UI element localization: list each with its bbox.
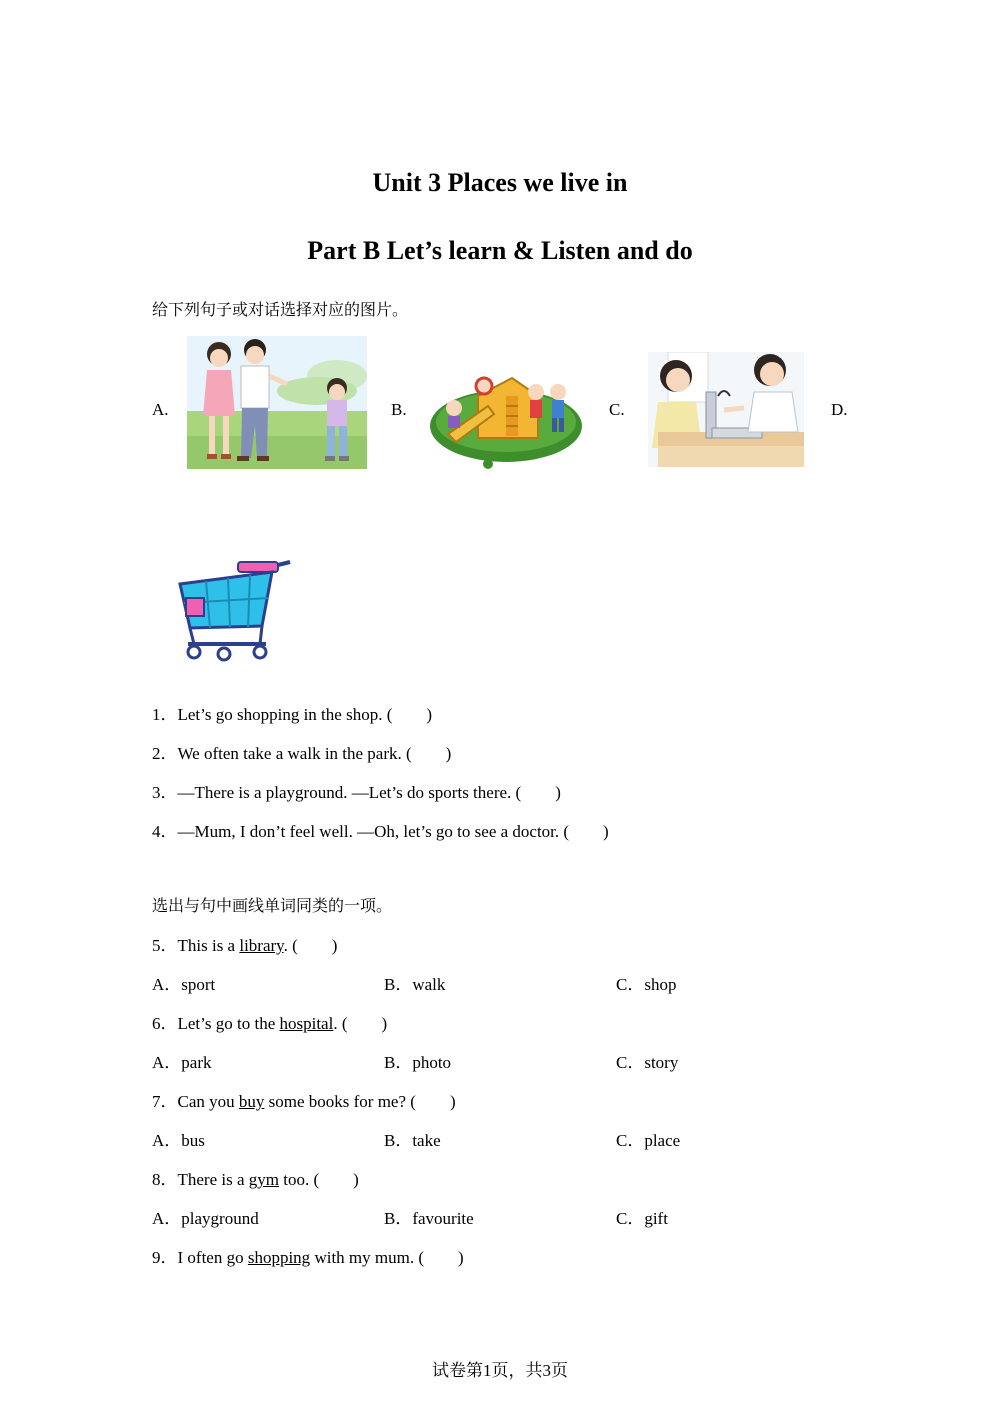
question-text-before: Let’s go to the (177, 1014, 280, 1033)
option-b[interactable]: B．favourite (384, 1209, 474, 1228)
option-a[interactable]: A．sport (152, 975, 216, 994)
option-b[interactable]: B．walk (384, 975, 446, 994)
question-text: We often take a walk in the park. ( ) (177, 744, 452, 763)
question-text-after: some books for me? ( ) (264, 1092, 456, 1111)
question-7 (152, 1087, 456, 1112)
option-c[interactable]: C．shop (616, 975, 677, 994)
underlined-word: hospital (279, 1014, 334, 1033)
question-number: 6． (152, 1014, 178, 1033)
option-a[interactable]: A．park (152, 1053, 212, 1072)
option-c[interactable]: C．gift (616, 1209, 668, 1228)
question-number: 5． (152, 936, 178, 955)
question-2 (152, 739, 451, 764)
question-5 (152, 931, 337, 956)
question-number: 2． (152, 744, 178, 763)
option-a[interactable]: A．bus (152, 1131, 205, 1150)
option-c[interactable]: C．story (616, 1053, 679, 1072)
question-8 (152, 1165, 359, 1190)
playground-slide-picture (428, 366, 584, 475)
question-number: 9． (152, 1248, 178, 1267)
question-text-before: Can you (177, 1092, 239, 1111)
option-a-label: A. (152, 400, 169, 419)
question-text: —There is a playground. —Let’s do sports there. ( ) (177, 783, 561, 802)
option-d-label: D. (831, 400, 848, 419)
underlined-word: buy (238, 1092, 265, 1111)
page-subtitle: Part B Let’s learn & Listen and do (307, 236, 693, 265)
question-3 (152, 778, 561, 803)
question-text: Let’s go shopping in the shop. ( ) (177, 705, 433, 724)
page-title: Unit 3 Places we live in (372, 168, 628, 197)
question-text-before: There is a (177, 1170, 249, 1189)
shopping-cart-picture (176, 558, 294, 669)
question-1 (152, 700, 432, 725)
doctor-visit-picture (648, 352, 804, 472)
section2-instruction: 选出与句中画线单词同类的一项。 (152, 896, 393, 915)
question-number: 8． (152, 1170, 178, 1189)
question-number: 3． (152, 783, 178, 802)
question-text-before: This is a (177, 936, 240, 955)
question-9 (152, 1243, 464, 1268)
underlined-word: library (239, 936, 284, 955)
question-number: 7． (152, 1092, 178, 1111)
option-c[interactable]: C．place (616, 1131, 681, 1150)
question-number: 1． (152, 705, 178, 724)
underlined-word: gym (248, 1170, 280, 1189)
question-number: 4． (152, 822, 178, 841)
option-b[interactable]: B．take (384, 1131, 441, 1150)
question-6 (152, 1009, 387, 1034)
underlined-word: shopping (247, 1248, 311, 1267)
section1-instruction: 给下列句子或对话选择对应的图片。 (152, 300, 409, 319)
family-walking-picture (187, 336, 367, 474)
option-a[interactable]: A．playground (152, 1209, 259, 1228)
option-b-label: B. (391, 400, 407, 419)
question-text-after: . ( ) (333, 1014, 388, 1033)
question-text-after: . ( ) (283, 936, 338, 955)
question-text-after: with my mum. ( ) (310, 1248, 464, 1267)
page-footer: 试卷第1页，共3页 (432, 1361, 568, 1380)
question-text-after: too. ( ) (279, 1170, 359, 1189)
option-b[interactable]: B．photo (384, 1053, 452, 1072)
option-c-label: C. (609, 400, 625, 419)
question-4 (152, 817, 609, 842)
question-text: —Mum, I don’t feel well. —Oh, let’s go to see a doctor. ( ) (177, 822, 609, 841)
question-text-before: I often go (177, 1248, 248, 1267)
